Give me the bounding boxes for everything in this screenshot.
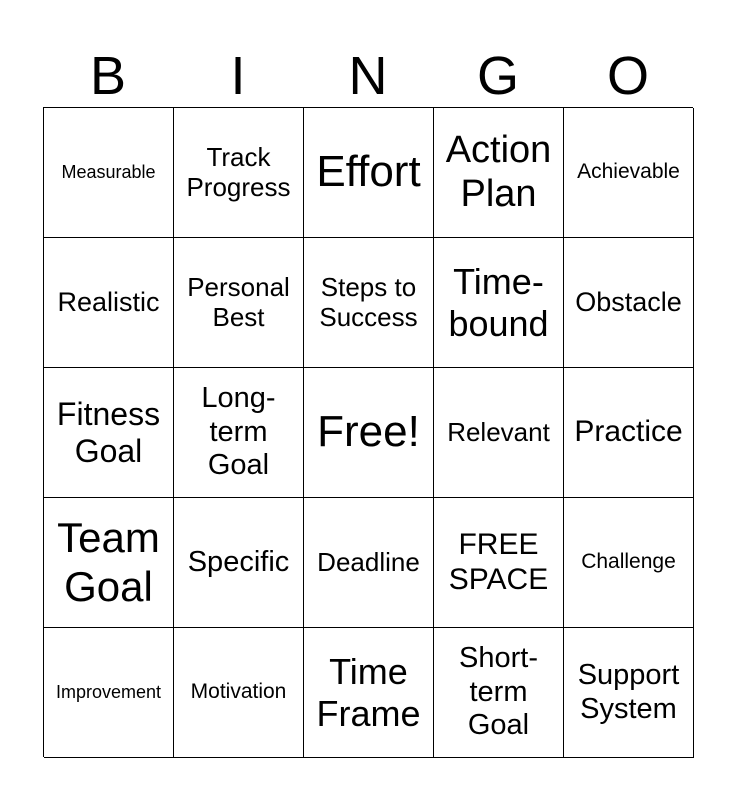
bingo-cell[interactable] xyxy=(304,628,434,758)
header-letter-n: N xyxy=(348,46,388,106)
header-letter-g: G xyxy=(476,46,519,106)
cell-label: Steps to Success xyxy=(319,271,418,332)
bingo-cell[interactable] xyxy=(304,368,434,498)
cell-label: Time Frame xyxy=(316,651,421,734)
bingo-cell[interactable] xyxy=(434,108,564,238)
bingo-cell[interactable] xyxy=(44,498,174,628)
bingo-cell[interactable] xyxy=(564,628,694,758)
bingo-cell[interactable] xyxy=(304,498,434,628)
cell-label: Track Progress xyxy=(186,141,291,202)
cell-label: Long- term Goal xyxy=(201,382,276,482)
bingo-cell[interactable] xyxy=(174,628,304,758)
cell-label: Time- bound xyxy=(448,261,549,344)
bingo-cell[interactable] xyxy=(564,368,694,498)
cell-label: Practice xyxy=(574,415,683,449)
cell-label: Achievable xyxy=(577,160,680,184)
cell-label: FREE SPACE xyxy=(448,528,549,596)
cell-label: Support System xyxy=(577,659,680,725)
cell-label: Deadline xyxy=(317,546,420,577)
cell-label: Realistic xyxy=(57,286,160,317)
cell-label: Personal Best xyxy=(187,271,290,332)
bingo-cell[interactable] xyxy=(174,498,304,628)
bingo-header xyxy=(43,44,693,108)
bingo-cell[interactable] xyxy=(434,628,564,758)
bingo-cell[interactable] xyxy=(174,368,304,498)
cell-label: Challenge xyxy=(581,550,676,574)
cell-label: Team Goal xyxy=(57,514,160,610)
cell-label: Improvement xyxy=(55,682,162,703)
cell-label: Effort xyxy=(316,147,421,197)
cell-label: Free! xyxy=(317,407,420,457)
cell-label: Short- term Goal xyxy=(459,642,538,742)
cell-label: Fitness Goal xyxy=(56,395,161,469)
header-letter-i: I xyxy=(230,46,246,106)
bingo-cell[interactable] xyxy=(304,238,434,368)
bingo-cell[interactable] xyxy=(174,108,304,238)
header-letter-b: B xyxy=(89,46,127,106)
cell-label: Action Plan xyxy=(445,128,552,215)
bingo-cell[interactable] xyxy=(434,498,564,628)
bingo-cell[interactable] xyxy=(434,368,564,498)
cell-label: Measurable xyxy=(61,162,156,183)
bingo-cell[interactable] xyxy=(564,238,694,368)
bingo-cell[interactable] xyxy=(44,238,174,368)
cell-label: Relevant xyxy=(447,416,550,447)
cell-label: Obstacle xyxy=(575,286,682,317)
bingo-cell[interactable] xyxy=(434,238,564,368)
bingo-cell[interactable] xyxy=(304,108,434,238)
bingo-cell[interactable] xyxy=(44,108,174,238)
bingo-grid xyxy=(43,107,693,757)
bingo-cell[interactable] xyxy=(564,108,694,238)
header-letter-o: O xyxy=(606,46,649,106)
bingo-cell[interactable] xyxy=(174,238,304,368)
cell-label: Motivation xyxy=(190,680,287,704)
cell-label: Specific xyxy=(187,545,290,578)
bingo-cell[interactable] xyxy=(44,368,174,498)
bingo-cell[interactable] xyxy=(44,628,174,758)
bingo-cell[interactable] xyxy=(564,498,694,628)
